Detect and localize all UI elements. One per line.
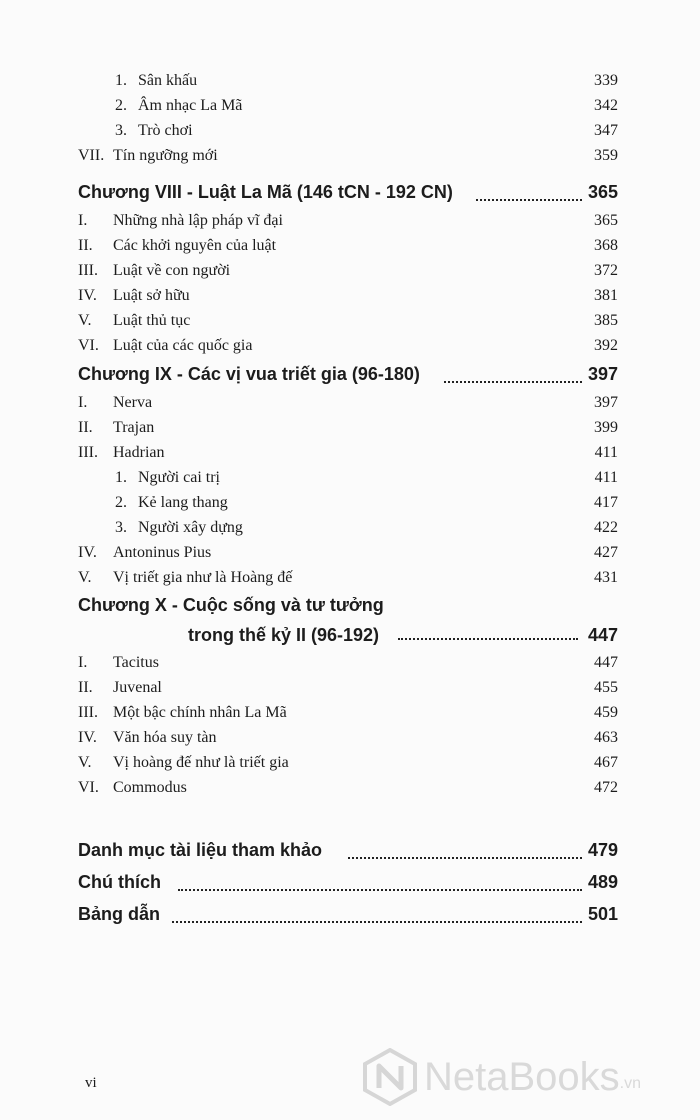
toc-row-text: Âm nhạc La Mã xyxy=(138,97,243,114)
back-matter-title: Danh mục tài liệu tham khảo xyxy=(78,840,323,860)
back-matter-title: Chú thích xyxy=(78,872,161,892)
toc-row-page: 459 xyxy=(594,704,618,721)
chapter-title: Chương X - Cuộc sống và tư tưởng xyxy=(78,595,384,615)
dot-leader xyxy=(476,199,582,201)
toc-row-page: 427 xyxy=(594,544,618,561)
toc-row-page: 347 xyxy=(594,122,618,139)
toc-row xyxy=(78,725,618,750)
page-number: vi xyxy=(85,1075,97,1091)
toc-row-text: Kẻ lang thang xyxy=(138,494,228,511)
toc-row-number: I. xyxy=(78,212,88,229)
watermark-suffix: .vn xyxy=(619,1075,642,1092)
toc-row xyxy=(78,650,618,675)
toc-row-page: 455 xyxy=(594,679,618,696)
toc-row-page: 411 xyxy=(594,444,618,461)
toc-row-text: Luật của các quốc gia xyxy=(113,337,253,354)
netabooks-logo-icon xyxy=(362,1048,418,1106)
toc-row xyxy=(78,93,618,118)
toc-row xyxy=(78,490,618,515)
toc-row-text: Vị hoàng đế như là triết gia xyxy=(113,754,289,771)
toc-row-text: Tacitus xyxy=(113,654,159,671)
back-matter-heading xyxy=(78,866,618,898)
toc-row-text: Luật thủ tục xyxy=(113,312,191,329)
watermark-brand: NetaBooks xyxy=(424,1054,620,1099)
toc-row-page: 431 xyxy=(594,569,618,586)
toc-row-number: 1. xyxy=(115,469,127,486)
toc-row-text: Vị triết gia như là Hoàng đế xyxy=(113,569,293,586)
table-of-contents xyxy=(78,68,618,930)
toc-row xyxy=(78,440,618,465)
toc-row-page: 467 xyxy=(594,754,618,771)
toc-row xyxy=(78,465,618,490)
toc-row-text: Antoninus Pius xyxy=(113,544,212,561)
toc-row-page: 447 xyxy=(594,654,618,671)
toc-row xyxy=(78,540,618,565)
toc-row-text: Hadrian xyxy=(113,444,165,461)
toc-row-page: 365 xyxy=(594,212,618,229)
toc-row-number: 2. xyxy=(115,494,127,511)
watermark xyxy=(362,1048,641,1106)
toc-row-page: 417 xyxy=(594,494,618,511)
chapter-page: 365 xyxy=(587,182,618,202)
toc-row-number: I. xyxy=(78,394,88,411)
toc-row-number: II. xyxy=(78,419,93,436)
dot-leader xyxy=(348,857,582,859)
toc-row xyxy=(78,258,618,283)
chapter-heading xyxy=(78,358,618,390)
toc-row-page: 463 xyxy=(594,729,618,746)
chapter-heading xyxy=(78,590,618,650)
toc-row xyxy=(78,675,618,700)
toc-row-page: 385 xyxy=(594,312,618,329)
toc-row xyxy=(78,775,618,800)
toc-row-text: Trò chơi xyxy=(138,122,193,139)
toc-row-page: 411 xyxy=(594,469,618,486)
toc-row-text: Juvenal xyxy=(113,679,162,696)
toc-row-page: 339 xyxy=(594,72,618,89)
back-matter-page: 479 xyxy=(587,840,618,860)
toc-row-number: VI. xyxy=(78,337,99,354)
toc-row-number: V. xyxy=(78,754,92,771)
toc-row-text: Người cai trị xyxy=(138,469,220,486)
dot-leader xyxy=(444,381,582,383)
chapter-page: 397 xyxy=(587,364,618,384)
toc-row-number: IV. xyxy=(78,287,97,304)
back-matter-page: 501 xyxy=(587,904,618,924)
toc-row-page: 381 xyxy=(594,287,618,304)
toc-row-text: Các khởi nguyên của luật xyxy=(113,237,277,254)
toc-row-text: Luật sở hữu xyxy=(113,287,190,304)
toc-row-text: Tín ngưỡng mới xyxy=(113,147,218,164)
dot-leader xyxy=(172,921,582,923)
toc-row-text: Luật về con người xyxy=(113,262,231,279)
toc-row xyxy=(78,415,618,440)
toc-row-page: 372 xyxy=(594,262,618,279)
toc-row-page: 392 xyxy=(594,337,618,354)
toc-row xyxy=(78,208,618,233)
toc-row-number: V. xyxy=(78,312,92,329)
toc-row-number: III. xyxy=(78,262,98,279)
back-matter-page: 489 xyxy=(587,872,618,892)
toc-row xyxy=(78,143,618,168)
chapter-page: 447 xyxy=(587,625,618,645)
toc-row-page: 359 xyxy=(594,147,618,164)
toc-row-number: 3. xyxy=(115,122,127,139)
toc-row-number: VI. xyxy=(78,779,99,796)
chapter-title: Chương IX - Các vị vua triết gia (96-180) xyxy=(78,364,420,384)
toc-row-number: 2. xyxy=(115,97,127,114)
toc-row-number: 1. xyxy=(115,72,127,89)
toc-row xyxy=(78,390,618,415)
toc-row-number: IV. xyxy=(78,729,97,746)
toc-row-text: Sân khấu xyxy=(138,72,198,89)
toc-row-number: III. xyxy=(78,704,98,721)
toc-row-page: 422 xyxy=(594,519,618,536)
toc-row-text: Những nhà lập pháp vĩ đại xyxy=(113,212,283,229)
toc-row-page: 399 xyxy=(594,419,618,436)
toc-row-page: 342 xyxy=(594,97,618,114)
toc-row xyxy=(78,118,618,143)
toc-row xyxy=(78,68,618,93)
toc-row-text: Trajan xyxy=(113,419,155,436)
toc-row-page: 397 xyxy=(594,394,618,411)
back-matter-heading xyxy=(78,898,618,930)
toc-row xyxy=(78,515,618,540)
toc-row xyxy=(78,283,618,308)
dot-leader xyxy=(178,889,582,891)
toc-row-number: VII. xyxy=(78,147,105,164)
chapter-title-continued: trong thế kỷ II (96-192) xyxy=(188,625,380,645)
chapter-title: Chương VIII - Luật La Mã (146 tCN - 192 CN) xyxy=(78,182,453,202)
toc-row-text: Nerva xyxy=(113,394,153,411)
toc-row xyxy=(78,333,618,358)
toc-row-number: III. xyxy=(78,444,98,461)
toc-row xyxy=(78,565,618,590)
toc-row xyxy=(78,700,618,725)
toc-row-number: II. xyxy=(78,679,93,696)
toc-row-text: Văn hóa suy tàn xyxy=(113,729,217,746)
toc-row-number: V. xyxy=(78,569,92,586)
chapter-heading xyxy=(78,176,618,208)
back-matter-heading xyxy=(78,834,618,866)
toc-row-number: I. xyxy=(78,654,88,671)
toc-row-text: Commodus xyxy=(113,779,187,796)
toc-row-page: 472 xyxy=(594,779,618,796)
toc-row xyxy=(78,750,618,775)
toc-row xyxy=(78,308,618,333)
dot-leader xyxy=(398,638,578,640)
toc-row-text: Một bậc chính nhân La Mã xyxy=(113,704,287,721)
toc-row-number: IV. xyxy=(78,544,97,561)
toc-row-page: 368 xyxy=(594,237,618,254)
toc-row-number: II. xyxy=(78,237,93,254)
back-matter-title: Bảng dẫn xyxy=(78,904,161,924)
toc-row-number: 3. xyxy=(115,519,127,536)
toc-row xyxy=(78,233,618,258)
toc-row-text: Người xây dựng xyxy=(138,519,243,536)
